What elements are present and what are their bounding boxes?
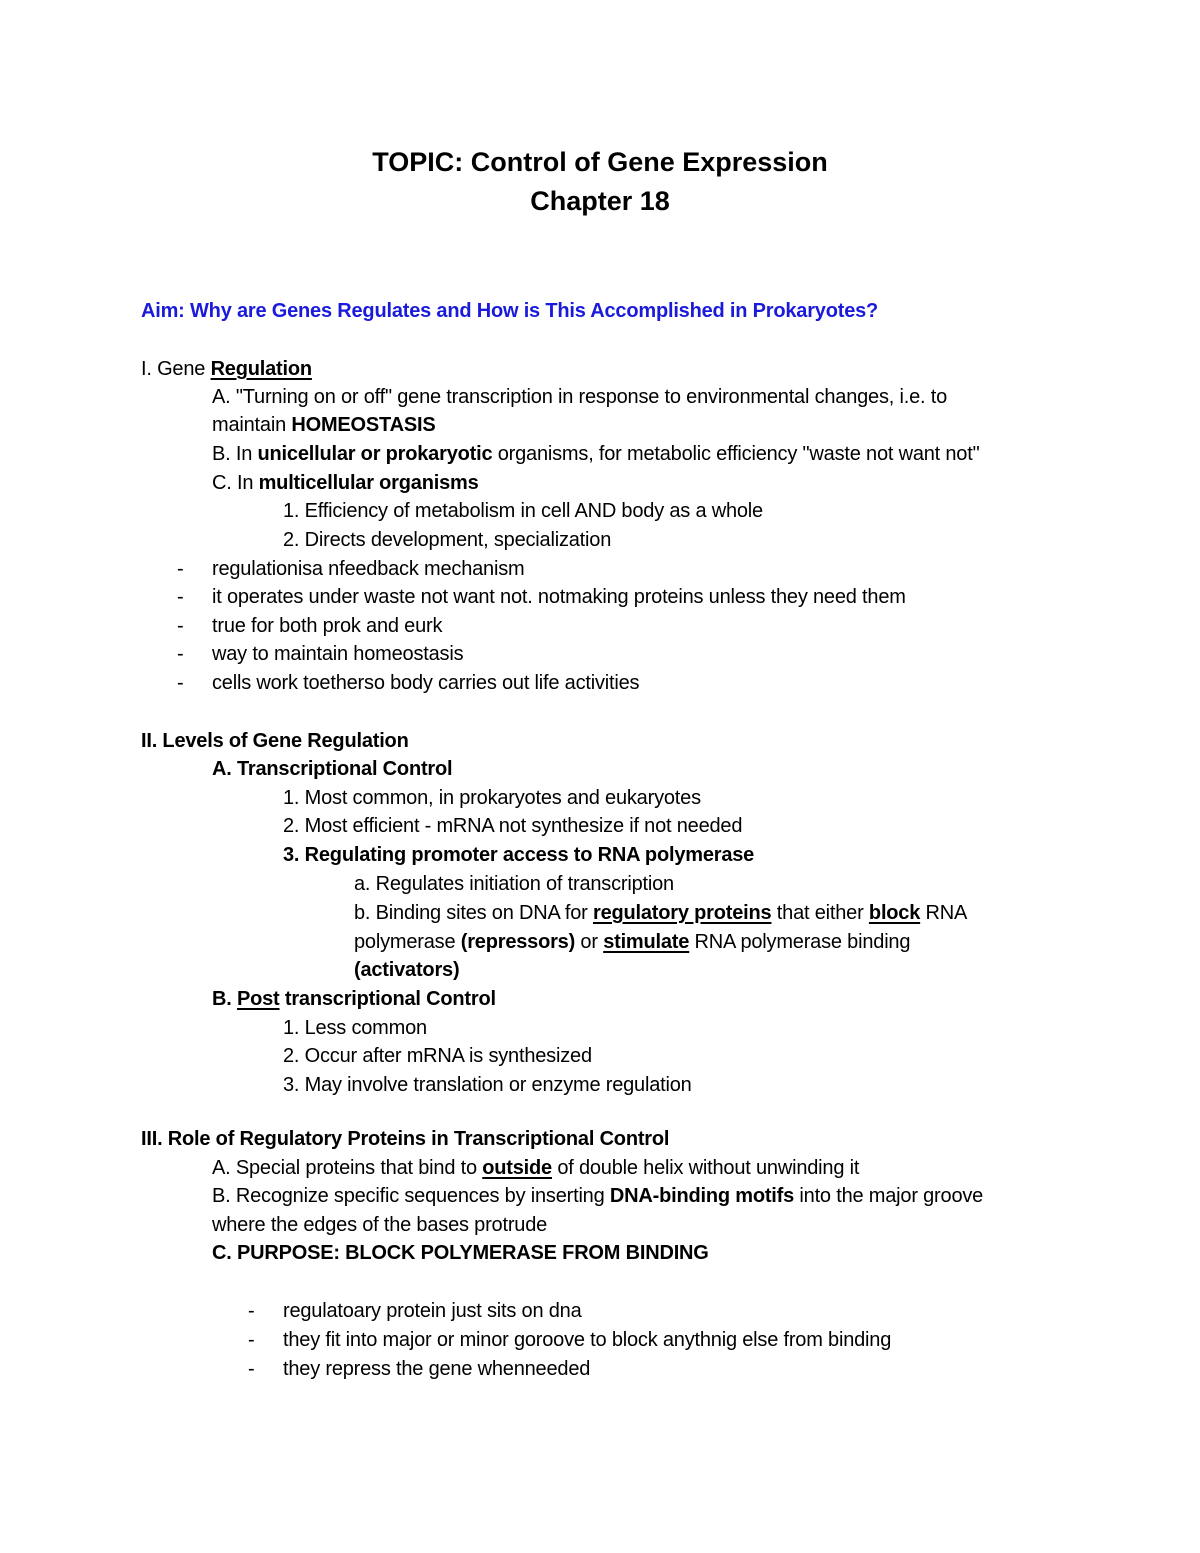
item-c-prefix: C. In [212, 472, 259, 494]
item-b-text: into the major groove [794, 1185, 984, 1207]
section-1-item-c2: 2. Directs development, specialization [283, 529, 612, 551]
a3b-underlined: block [868, 902, 921, 924]
a3b-underlined: regulatory proteins [592, 902, 772, 924]
bullet-dash: - [248, 1358, 255, 1380]
section-2-item-b1: 1. Less common [283, 1017, 427, 1039]
item-b-prefix: B. [212, 988, 237, 1010]
section-3-item-b-line1 [212, 1183, 983, 1209]
a3b-text: or [575, 931, 604, 953]
a3b-bold: (repressors) [460, 931, 576, 953]
section-1-note: true for both prok and eurk [212, 615, 443, 637]
aim-statement: Aim: Why are Genes Regulates and How is This Accomplished in Prokaryotes? [141, 300, 879, 322]
bullet-dash: - [177, 643, 184, 665]
item-b-text: B. Recognize specific sequences by inserting [212, 1185, 610, 1207]
section-1-item-a-line2 [212, 412, 435, 438]
section-2-item-a2: 2. Most efficient - mRNA not synthesize if not needed [283, 815, 743, 837]
item-b-bold: DNA-binding motifs [609, 1185, 795, 1207]
section-3-note: they fit into major or minor goroove to block anythnig else from binding [283, 1329, 892, 1351]
bullet-dash: - [177, 615, 184, 637]
page-subtitle: Chapter 18 [530, 186, 670, 216]
item-a-bold: HOMEOSTASIS [291, 414, 436, 436]
section-3-item-a [212, 1155, 859, 1181]
a3b-text: that either [771, 902, 869, 924]
bullet-dash: - [177, 586, 184, 608]
section-1-item-c [212, 470, 479, 496]
section-1-note: cells work toetherso body carries out life activities [212, 672, 640, 694]
item-a-text: of double helix without unwinding it [551, 1157, 860, 1179]
item-c-bold: multicellular organisms [258, 472, 479, 494]
section-3-item-b-line2: where the edges of the bases protrude [212, 1214, 548, 1236]
page-title: TOPIC: Control of Gene Expression [372, 147, 828, 177]
section-1-heading-underlined: Regulation [210, 358, 312, 380]
section-2-heading: II. Levels of Gene Regulation [141, 730, 409, 752]
section-2-item-a3b-line3: (activators) [354, 959, 460, 981]
a3b-text: RNA [920, 902, 968, 924]
section-1-note: regulationisa nfeedback mechanism [212, 558, 525, 580]
item-b-bold: unicellular or prokaryotic [257, 443, 493, 465]
bullet-dash: - [177, 672, 184, 694]
section-1-item-c1: 1. Efficiency of metabolism in cell AND body as a whole [283, 500, 763, 522]
a3b-text: RNA polymerase binding [689, 931, 911, 953]
section-2-item-b [212, 986, 496, 1012]
item-b-prefix: B. In [212, 443, 258, 465]
item-b-suffix: transcriptional Control [279, 988, 496, 1010]
section-2-item-a3: 3. Regulating promoter access to RNA polymerase [283, 844, 755, 866]
section-1-heading [141, 356, 312, 382]
section-2-item-b2: 2. Occur after mRNA is synthesized [283, 1045, 592, 1067]
section-3-note: regulatoary protein just sits on dna [283, 1300, 582, 1322]
item-a-underlined: outside [482, 1157, 552, 1179]
section-2-item-a: A. Transcriptional Control [212, 758, 453, 780]
bullet-dash: - [177, 558, 184, 580]
bullet-dash: - [248, 1329, 255, 1351]
section-1-item-a-line1: A. "Turning on or off" gene transcription in response to environmental changes, i.e. to [212, 386, 948, 408]
section-1-note: way to maintain homeostasis [212, 643, 464, 665]
item-b-suffix: organisms, for metabolic efficiency "waste not want not" [492, 443, 980, 465]
a3b-underlined: stimulate [603, 931, 690, 953]
a3b-text: b. Binding sites on DNA for [354, 902, 593, 924]
bullet-dash: - [248, 1300, 255, 1322]
section-1-heading-prefix: I. Gene [141, 358, 211, 380]
section-2-item-a1: 1. Most common, in prokaryotes and eukaryotes [283, 787, 701, 809]
section-3-note: they repress the gene whenneeded [283, 1358, 591, 1380]
item-b-underlined: Post [236, 988, 280, 1010]
section-3-heading: III. Role of Regulatory Proteins in Transcriptional Control [141, 1128, 670, 1150]
item-a-prefix: maintain [212, 414, 292, 436]
section-2-item-b3: 3. May involve translation or enzyme regulation [283, 1074, 692, 1096]
item-a-text: A. Special proteins that bind to [212, 1157, 483, 1179]
section-1-item-b [212, 441, 979, 467]
section-2-item-a3a: a. Regulates initiation of transcription [354, 873, 674, 895]
section-2-item-a3b-line2 [354, 929, 910, 955]
section-2-item-a3b-line1 [354, 900, 967, 926]
section-1-note: it operates under waste not want not. notmaking proteins unless they need them [212, 586, 906, 608]
a3b-text: polymerase [354, 931, 461, 953]
section-3-item-c: C. PURPOSE: BLOCK POLYMERASE FROM BINDING [212, 1242, 709, 1264]
